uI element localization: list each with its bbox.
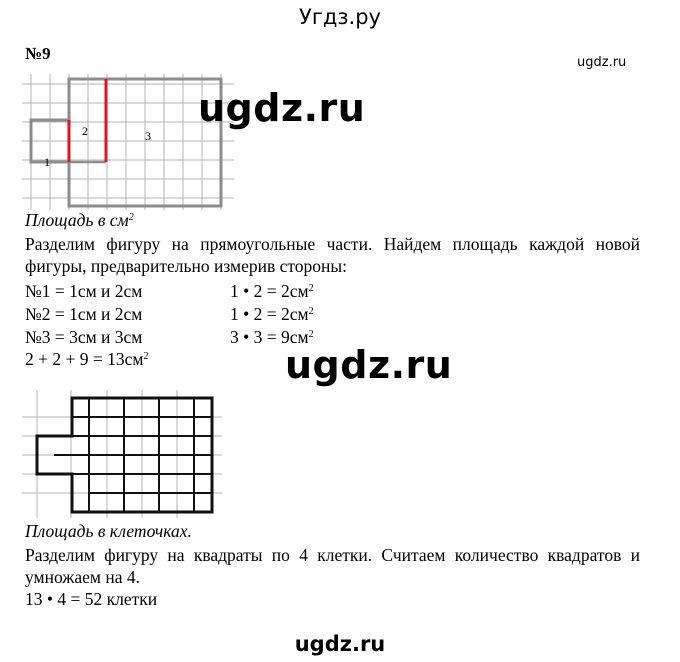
figure-2-cells xyxy=(54,398,212,512)
figure-2-grid xyxy=(22,390,222,518)
solution-1-intro-line-1: Разделим фигуру на прямоугольные части. Найдем площадь каждой новой xyxy=(25,234,640,254)
figure-1-caption: Площадь в $см^2$ xyxy=(25,210,134,230)
part-label-2: 2 xyxy=(82,124,88,138)
solution-2-result: 13 • 4 = 52 клетки xyxy=(25,589,158,609)
watermark-small: ugdz.ru xyxy=(577,55,627,70)
solution-2-line-2: умножаем на 4. xyxy=(25,567,140,587)
solution-row-3-right: 3 • $3 = 9см^2$ xyxy=(230,327,314,347)
solution-row-1-left: №1 = 1см и 2см xyxy=(25,281,143,301)
part-label-3: 3 xyxy=(145,129,151,143)
solution-row-2-right: 1 • $2 = 2см^2$ xyxy=(230,304,314,324)
watermark-big-1: ugdz.ru xyxy=(198,86,366,130)
watermark-big-2: ugdz.ru xyxy=(285,343,453,387)
solution-row-3-left: №3 = 3см и 3см xyxy=(25,327,143,347)
solution-row-1-right: 1 • $2 = 2см^2$ xyxy=(230,281,314,301)
problem-number: №9 xyxy=(25,44,51,63)
solution-row-2-left: №2 = 1см и 2см xyxy=(25,304,143,324)
figure-2-caption: Площадь в клеточках. xyxy=(25,521,192,541)
solution-2-line-1: Разделим фигуру на квадраты по 4 клетки. Считаем количество квадратов и xyxy=(25,545,640,565)
footer-watermark: ugdz.ru xyxy=(294,632,386,656)
solution-1-total: $2 + 2 + 9 = 13см^2$ xyxy=(25,349,149,369)
part-label-1: 1 xyxy=(44,155,50,169)
site-header: Угдз.ру xyxy=(299,5,381,29)
solution-1-intro-line-2: фигуры, предварительно измерив стороны: xyxy=(25,256,348,276)
